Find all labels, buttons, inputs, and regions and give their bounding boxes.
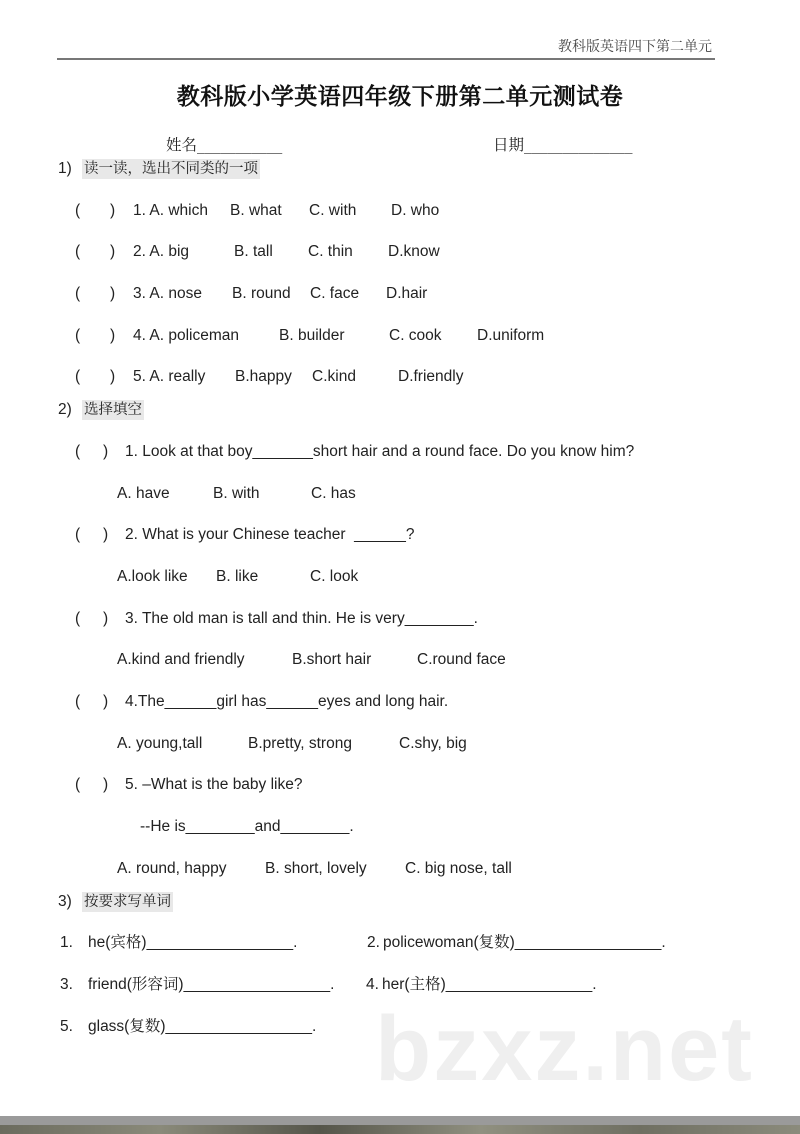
option-text: C. has [311,485,356,502]
section1-number: 1) [58,160,72,177]
fill-in-item: glass(复数)_________________. [88,1018,317,1035]
item-number: 1. [60,934,73,951]
answer-paren-open: ( [75,443,81,460]
option-text: D.hair [386,285,428,302]
date-field: 日期______________ [493,136,633,154]
item-number: 2. [367,934,380,951]
option-text: C. cook [389,327,442,344]
answer-paren-close: ) [103,610,109,627]
watermark-logo: bzxz.net [375,998,754,1100]
option-text: C.kind [312,368,356,385]
background-strip [0,1125,800,1134]
option-text: D.know [388,243,440,260]
option-text: C. face [310,285,360,302]
answer-paren-close: ) [110,327,116,344]
question-text: 4.The______girl has______eyes and long hair. [125,693,449,710]
item-number: 3. [60,976,73,993]
answer-paren-close: ) [110,285,116,302]
answer-paren-close: ) [103,526,109,543]
answer-paren-open: ( [75,202,81,219]
option-text: B.happy [235,368,292,385]
answer-paren-open: ( [75,285,81,302]
option-text: B.short hair [292,651,372,668]
answer-paren-open: ( [75,243,81,260]
answer-paren-open: ( [75,610,81,627]
answer-paren-close: ) [103,693,109,710]
fill-in-item: he(宾格)_________________. [88,934,298,951]
answer-line-text: --He is________and________. [140,818,354,835]
option-text: C.shy, big [399,735,467,752]
option-text: B. tall [234,243,273,260]
answer-paren-close: ) [110,202,116,219]
option-text: C. thin [308,243,353,260]
section3-number: 3) [58,893,72,910]
header-rule [57,58,715,60]
answer-paren-open: ( [75,368,81,385]
option-text: A. have [117,485,170,502]
option-text: C.round face [417,651,506,668]
option-text: D.uniform [477,327,545,344]
answer-paren-open: ( [75,327,81,344]
option-text: A. young,tall [117,735,203,752]
fill-in-item: friend(形容词)_________________. [88,976,335,993]
answer-paren-close: ) [110,368,116,385]
option-text: B. with [213,485,260,502]
answer-paren-close: ) [103,443,109,460]
option-text: B. like [216,568,259,585]
fill-in-item: her(主格)_________________. [382,976,597,993]
section2-number: 2) [58,401,72,418]
option-text: B. what [230,202,282,219]
fill-in-item: policewoman(复数)_________________. [383,934,666,951]
option-text: 4. A. policeman [133,327,239,344]
page-title: 教科版小学英语四年级下册第二单元测试卷 [176,83,624,109]
running-header: 教科版英语四下第二单元 [558,39,712,55]
question-text: 1. Look at that boy_______short hair and a round face. Do you know him? [125,443,635,460]
option-text: B. short, lovely [265,860,367,877]
option-text: A.kind and friendly [117,651,245,668]
option-text: 3. A. nose [133,285,202,302]
item-number: 5. [60,1018,73,1035]
answer-paren-open: ( [75,693,81,710]
answer-paren-close: ) [103,776,109,793]
item-number: 4. [366,976,379,993]
section3-heading: 按要求写单词 [84,894,171,910]
question-text: 5. –What is the baby like? [125,776,303,793]
answer-paren-close: ) [110,243,116,260]
option-text: C. look [310,568,359,585]
option-text: 1. A. which [133,202,208,219]
option-text: D.friendly [398,368,464,385]
option-text: B. builder [279,327,345,344]
option-text: B. round [232,285,291,302]
page-bottom-bar [0,1116,800,1125]
name-field: 姓名___________ [166,136,283,154]
section2-heading: 选择填空 [84,402,142,418]
option-text: A. round, happy [117,860,227,877]
option-text: 2. A. big [133,243,190,260]
option-text: D. who [391,202,440,219]
question-text: 2. What is your Chinese teacher ______? [125,526,415,543]
option-text: B.pretty, strong [248,735,352,752]
answer-paren-open: ( [75,526,81,543]
question-text: 3. The old man is tall and thin. He is very________. [125,610,478,627]
option-text: C. with [309,202,357,219]
option-text: A.look like [117,568,188,585]
option-text: C. big nose, tall [405,860,512,877]
option-text: 5. A. really [133,368,206,385]
section1-heading: 读一读，选出不同类的一项 [84,161,258,177]
answer-paren-open: ( [75,776,81,793]
